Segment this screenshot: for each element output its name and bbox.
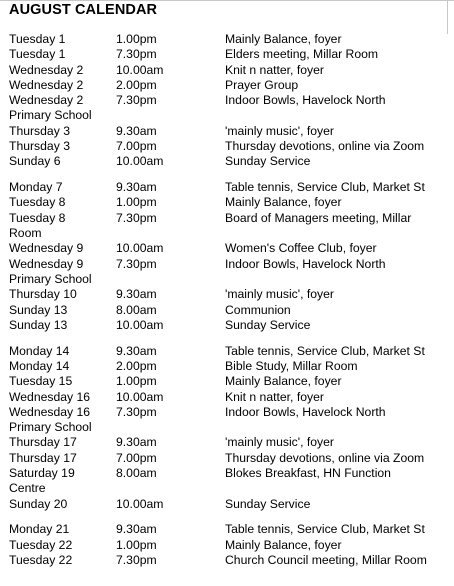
calendar-time: 2.00pm [116,358,157,373]
calendar-day: Sunday 13 [9,302,68,317]
calendar-day: Tuesday 1 [9,32,66,46]
calendar-row [0,390,454,405]
calendar-event: Blokes Breakfast, HN Function [225,466,391,481]
calendar-time: 10.00am [116,62,164,77]
calendar-row [0,538,454,553]
calendar-day: Wednesday 9 [9,241,84,256]
calendar-row [0,481,454,496]
calendar-event: Sunday Service [225,317,311,332]
calendar-event: Sunday Service [225,154,311,169]
calendar-day: Saturday 19 [9,466,75,481]
calendar-time: 1.00pm [116,195,157,210]
calendar-day: Wednesday 2 [9,93,84,108]
calendar-event: Mainly Balance, foyer [225,195,342,210]
calendar-time: 9.30am [116,123,157,138]
calendar-day: Tuesday 15 [9,374,73,389]
calendar-time: 7.30pm [116,256,157,271]
calendar-row [0,522,454,537]
calendar-event: 'mainly music', foyer [225,287,334,302]
calendar-event: Knit n natter, foyer [225,389,324,404]
calendar-event: Table tennis, Service Club, Market St [225,522,425,537]
calendar-row [0,241,454,256]
calendar-day: Monday 7 [9,180,63,195]
calendar-row [0,303,454,318]
calendar-event: Indoor Bowls, Havelock North [225,256,386,271]
calendar-event: Mainly Balance, foyer [225,537,342,552]
calendar-day: Centre [9,481,46,496]
calendar-time: 7.30pm [116,210,157,225]
calendar-row [0,154,454,169]
calendar-event: Mainly Balance, foyer [225,374,342,389]
calendar-event: Bible Study, Millar Room [225,358,358,373]
calendar-time: 10.00am [116,154,164,169]
calendar-event: Board of Managers meeting, Millar [225,210,412,225]
calendar-time: 9.30am [116,180,157,195]
calendar-row [0,180,454,195]
calendar-row [0,405,454,420]
calendar-row [0,497,454,512]
calendar-row [0,420,454,435]
calendar-day: Sunday 13 [9,317,68,332]
calendar-time: 9.30am [116,287,157,302]
calendar-day: Primary School [9,271,92,286]
calendar-day: Thursday 17 [9,450,77,465]
calendar-list [0,32,454,568]
calendar-time: 7.30pm [116,47,157,62]
calendar-row [0,374,454,389]
calendar-event: Knit n natter, foyer [225,62,324,77]
calendar-time: 8.00am [116,302,157,317]
calendar-event: Women's Coffee Club, foyer [225,241,377,256]
calendar-event: Indoor Bowls, Havelock North [225,404,386,419]
calendar-time: 10.00am [116,317,164,332]
calendar-time: 7.30pm [116,553,157,567]
calendar-day: Wednesday 9 [9,256,84,271]
calendar-event: Mainly Balance, foyer [225,32,342,46]
calendar-event: Church Council meeting, Millar Room [225,553,427,567]
calendar-row [0,272,454,287]
calendar-day: Primary School [9,420,92,435]
calendar-row [0,93,454,108]
page-right-rule [447,0,448,34]
calendar-event: Prayer Group [225,77,299,92]
calendar-day: Thursday 10 [9,287,77,302]
calendar-row [0,257,454,272]
week-separator [0,170,454,181]
calendar-day: Sunday 20 [9,496,68,511]
calendar-event: 'mainly music', foyer [225,123,334,138]
calendar-time: 7.30pm [116,404,157,419]
calendar-row [0,226,454,241]
calendar-day: Monday 14 [9,343,70,358]
calendar-row [0,124,454,139]
calendar-time: 1.00pm [116,374,157,389]
calendar-day: Thursday 3 [9,139,70,154]
calendar-row [0,287,454,302]
calendar-row [0,553,454,568]
calendar-day: Thursday 3 [9,123,70,138]
calendar-event: Communion [225,302,291,317]
calendar-time: 2.00pm [116,77,157,92]
week-separator [0,512,454,523]
calendar-time: 9.30am [116,435,157,450]
calendar-row [0,451,454,466]
calendar-time: 10.00am [116,496,164,511]
calendar-day: Tuesday 22 [9,537,73,552]
calendar-event: Elders meeting, Millar Room [225,47,379,62]
calendar-title: AUGUST CALENDAR [9,2,158,18]
calendar-day: Tuesday 22 [9,553,73,567]
calendar-row [0,47,454,62]
calendar-time: 7.30pm [116,93,157,108]
calendar-day: Room [9,226,42,241]
calendar-row [0,211,454,226]
calendar-day: Monday 21 [9,522,70,537]
calendar-time: 7.00pm [116,139,157,154]
calendar-time: 7.00pm [116,450,157,465]
calendar-day: Sunday 6 [9,154,61,169]
calendar-row [0,359,454,374]
calendar-row [0,63,454,78]
calendar-day: Tuesday 8 [9,210,66,225]
calendar-time: 9.30am [116,343,157,358]
calendar-time: 1.00pm [116,537,157,552]
calendar-event: Sunday Service [225,496,311,511]
calendar-row [0,32,454,47]
calendar-time: 8.00am [116,466,157,481]
calendar-row [0,195,454,210]
calendar-day: Wednesday 2 [9,62,84,77]
calendar-event: Table tennis, Service Club, Market St [225,180,425,195]
calendar-event: Thursday devotions, online via Zoom [225,450,425,465]
calendar-row [0,318,454,333]
calendar-event: 'mainly music', foyer [225,435,334,450]
calendar-row [0,139,454,154]
calendar-row [0,435,454,450]
calendar-event: Table tennis, Service Club, Market St [225,343,425,358]
calendar-day: Primary School [9,108,92,123]
calendar-time: 10.00am [116,241,164,256]
calendar-event: Indoor Bowls, Havelock North [225,93,386,108]
calendar-time: 1.00pm [116,32,157,46]
calendar-day: Tuesday 8 [9,195,66,210]
calendar-row [0,466,454,481]
calendar-time: 10.00am [116,389,164,404]
calendar-day: Tuesday 1 [9,47,66,62]
calendar-day: Wednesday 16 [9,389,91,404]
calendar-day: Wednesday 16 [9,404,91,419]
calendar-event: Thursday devotions, online via Zoom [225,139,425,154]
calendar-day: Wednesday 2 [9,77,84,92]
calendar-row [0,78,454,93]
calendar-time: 9.30am [116,522,157,537]
calendar-day: Thursday 17 [9,435,77,450]
calendar-day: Monday 14 [9,358,70,373]
week-separator [0,333,454,344]
calendar-row [0,344,454,359]
calendar-row [0,108,454,123]
